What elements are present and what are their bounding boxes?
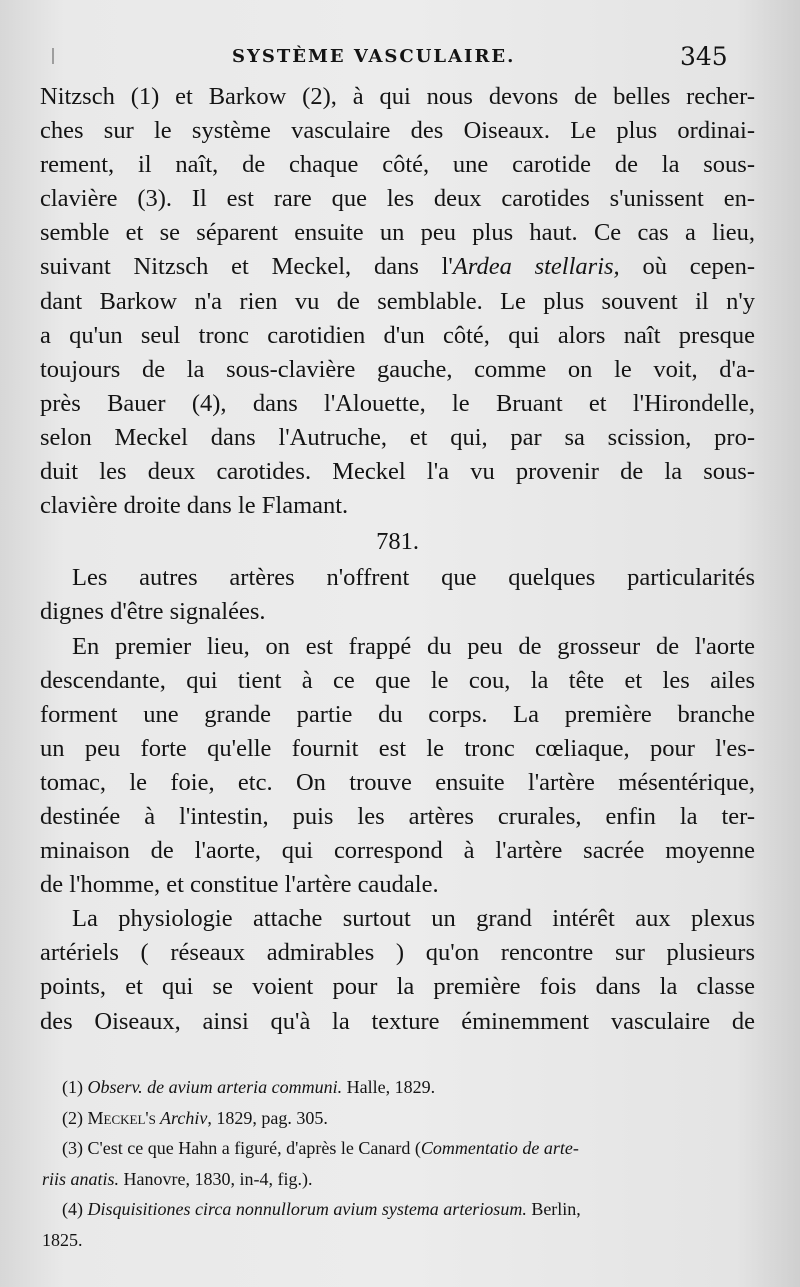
page-number: 345 [680, 42, 728, 71]
footnote-mark: (4) [62, 1199, 88, 1219]
text-line: destinée à l'intestin, puis les artères crurales, enfin la ter- [40, 802, 755, 830]
text-line: La physiologie attache surtout un grand intérêt aux plexus [72, 905, 755, 933]
text-line: des Oiseaux, ainsi qu'à la texture éminemment vasculaire de [40, 1007, 755, 1035]
footnote-title: Disquisitiones circa nonnullorum avium systema arteriosum. [87, 1199, 527, 1219]
text-line: Nitzsch (1) et Barkow (2), à qui nous devons de belles recher- [40, 83, 755, 110]
text-line: de l'homme, et constitue l'artère caudale. [40, 871, 439, 899]
text-line: selon Meckel dans l'Autruche, et qui, par sa scission, pro- [40, 423, 755, 451]
footnote-text: Hanovre, 1830, in-4, fig.). [119, 1168, 313, 1189]
text-line: clavière droite dans le Flamant. [40, 492, 349, 520]
footnote-mark: (2) [62, 1107, 88, 1128]
text-line: rement, il naît, de chaque côté, une carotide de la sous- [40, 151, 755, 179]
footnote-3-continued [42, 1164, 762, 1195]
text-line: points, et qui se voient pour la première fois dans la classe [40, 973, 755, 1001]
footnote-4-continued: 1825. [42, 1229, 83, 1250]
text-line: près Bauer (4), dans l'Alouette, le Bruant et l'Hirondelle, [40, 389, 755, 417]
text-line: forment une grande partie du corps. La première branche [40, 700, 755, 728]
text-line: dant Barkow n'a rien vu de semblable. Le plus souvent il n'y [40, 287, 755, 315]
text-fragment: où cepen- [619, 253, 756, 281]
text-line: Les autres artères n'offrent que quelques particularités [72, 564, 755, 592]
footnote-title: Observ. de avium arteria communi. [87, 1077, 343, 1097]
footnote-1 [62, 1072, 762, 1103]
text-line: dignes d'être signalées. [40, 598, 266, 626]
text-line: En premier lieu, on est frappé du peu de grosseur de l'aorte [72, 632, 755, 660]
text-line: minaison de l'aorte, qui correspond à l'artère sacrée moyenne [40, 837, 755, 865]
footnote-2 [62, 1103, 762, 1134]
footnote-4 [62, 1194, 762, 1225]
text-line: toujours de la sous-clavière gauche, comme on le voit, d'a- [40, 355, 755, 383]
text-line: duit les deux carotides. Meckel l'a vu provenir de la sous- [40, 458, 755, 486]
footnote-text: Halle, 1829. [342, 1077, 436, 1097]
footnote-mark: (1) [62, 1077, 88, 1097]
section-number: 781. [376, 528, 419, 556]
text-line: tomac, le foie, etc. On trouve ensuite l'artère mésentérique, [40, 768, 755, 796]
footnote-text: , 1829, pag. 305. [207, 1107, 328, 1128]
text-line: ches sur le système vasculaire des Oiseaux. Le plus ordinai- [40, 117, 755, 145]
footnote-title: riis anatis. [42, 1168, 120, 1189]
text-line: a qu'un seul tronc carotidien d'un côté, qui alors naît presque [40, 321, 755, 349]
footnote-author: Meckel's [87, 1107, 156, 1128]
text-line: semble et se séparent ensuite un peu plus haut. Ce cas a lieu, [40, 219, 755, 247]
footnote-title: Commentatio de arte- [420, 1138, 579, 1158]
text-line: un peu forte qu'elle fournit est le tronc cœliaque, pour l'es- [40, 734, 755, 762]
footnote-text: Berlin, [526, 1199, 581, 1219]
running-title: SYSTÈME VASCULAIRE. [232, 46, 516, 67]
text-line: descendante, qui tient à ce que le cou, la tête et les ailes [40, 666, 755, 694]
footnote-text: C'est ce que Hahn a figuré, d'après le Canard ( [87, 1138, 421, 1158]
footnote-3 [62, 1133, 762, 1164]
species-name: Ardea stellaris, [452, 253, 620, 281]
body-text [40, 80, 755, 1039]
footnotes [42, 1072, 762, 1255]
text-fragment: suivant Nitzsch et Meckel, dans l' [40, 253, 453, 281]
text-line [40, 250, 755, 284]
text-line: artériels ( réseaux admirables ) qu'on rencontre sur plusieurs [40, 939, 755, 967]
footnote-mark: (3) [62, 1138, 88, 1158]
running-head [0, 42, 800, 76]
footnote-title: Archiv [155, 1107, 208, 1128]
text-line: clavière (3). Il est rare que les deux carotides s'unissent en- [40, 185, 755, 213]
